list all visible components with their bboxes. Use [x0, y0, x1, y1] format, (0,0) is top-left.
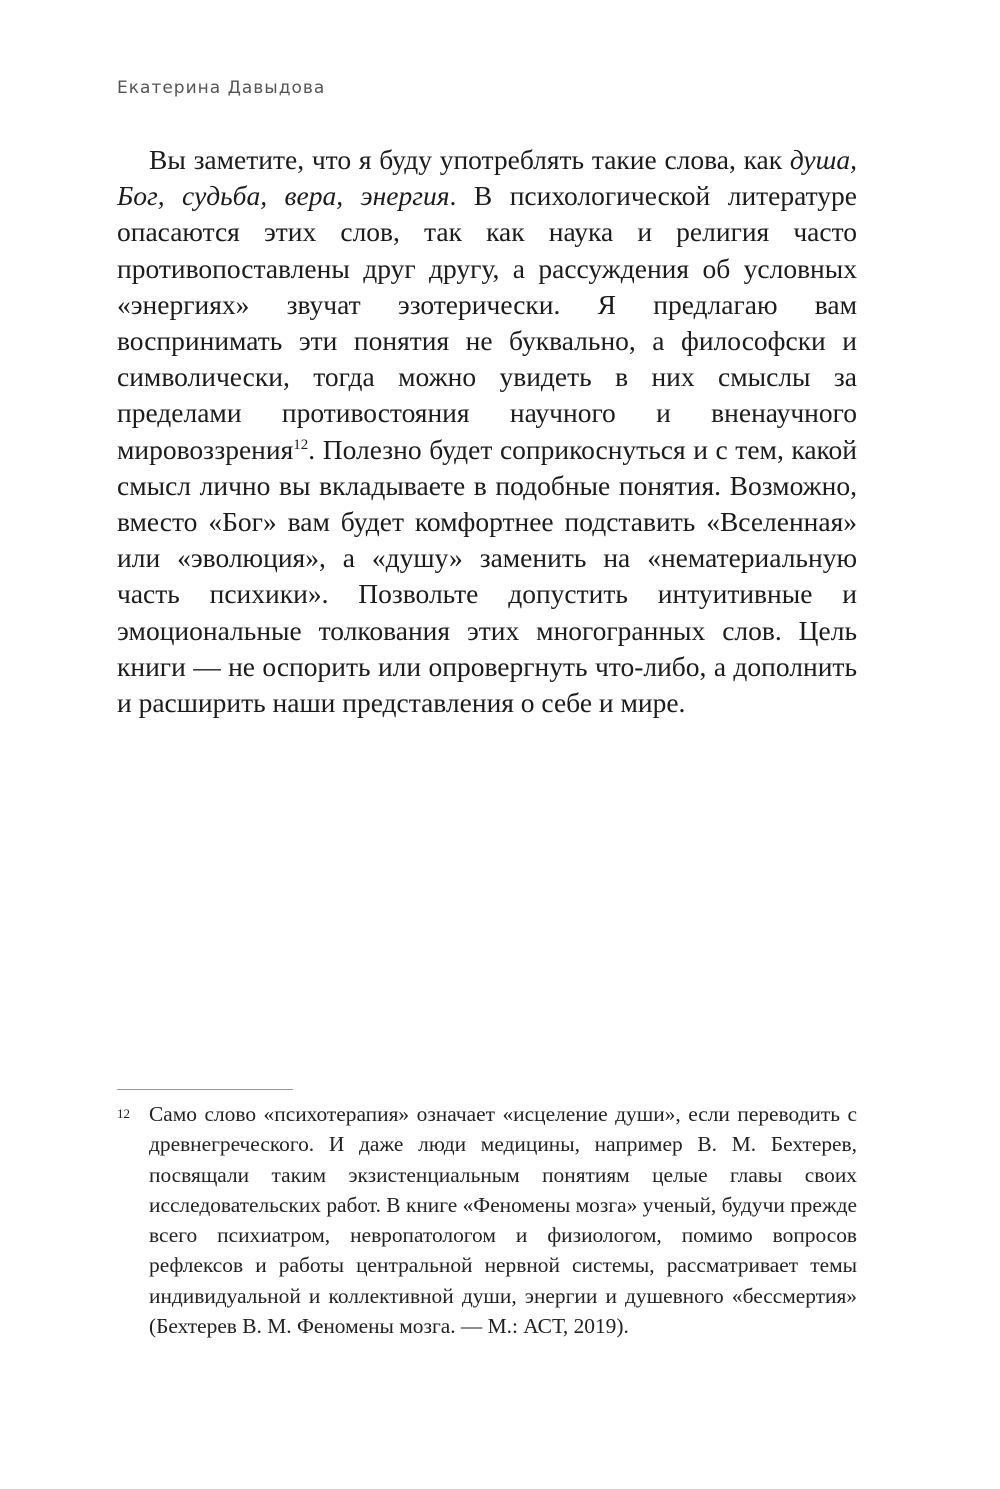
- footnote-text: Само слово «психотерапия» означает «исцеление души», если переводить с древнегреческого. И даже люди медицины, например В. М. Бехтерев, посвящали таким экзистенциальным понятиям целые главы своих исследовательских работ. В книге «Феномены мозга» ученый, будучи прежде всего психиатром, невропатологом и физиологом, помимо вопросов рефлексов и работы центральной нервной системы, рассматривает темы индивидуальной и коллективной души, энергии и душевного «бессмертия» (Бехтерев В. М. Феномены мозга. — М.: АСТ, 2019).: [149, 1102, 857, 1339]
- body-text-start: Вы заметите, что я буду употреблять такие слова, как: [149, 144, 790, 175]
- footnote-reference: 12: [293, 436, 309, 453]
- footnote-divider: [117, 1089, 293, 1090]
- body-paragraph: [117, 142, 857, 721]
- body-text-end: . Полезно будет соприкоснуться и с тем, какой смысл лично вы вкладываете в подобные понятия. Возможно, вместо «Бог» вам будет комфортнее подставить «Вселенная» или «эволюция», а «душу» заменить на «нематериальную часть психики». Позвольте допустить интуитивные и эмоциональные толкования этих многогранных слов. Цель книги — не оспорить или опровергнуть что-либо, а дополнить и расширить наши представления о себе и мире.: [117, 433, 857, 719]
- italic-terms: душа, Бог, судьба, вера, энергия: [117, 144, 857, 212]
- running-head: Екатерина Давыдова: [117, 78, 326, 98]
- footnote: [117, 1099, 857, 1341]
- body-text-middle: . В психологической литературе опасаются этих слов, так как наука и религия часто противопоставлены друг другу, а рассуждения об условных «энергиях» звучат эзотерически. Я предлагаю вам воспринимать эти понятия не буквально, а философски и символически, тогда можно увидеть в них смыслы за пределами противостояния научного и вненаучного мировоззрения: [117, 180, 857, 465]
- footnote-number: 12: [117, 1106, 130, 1121]
